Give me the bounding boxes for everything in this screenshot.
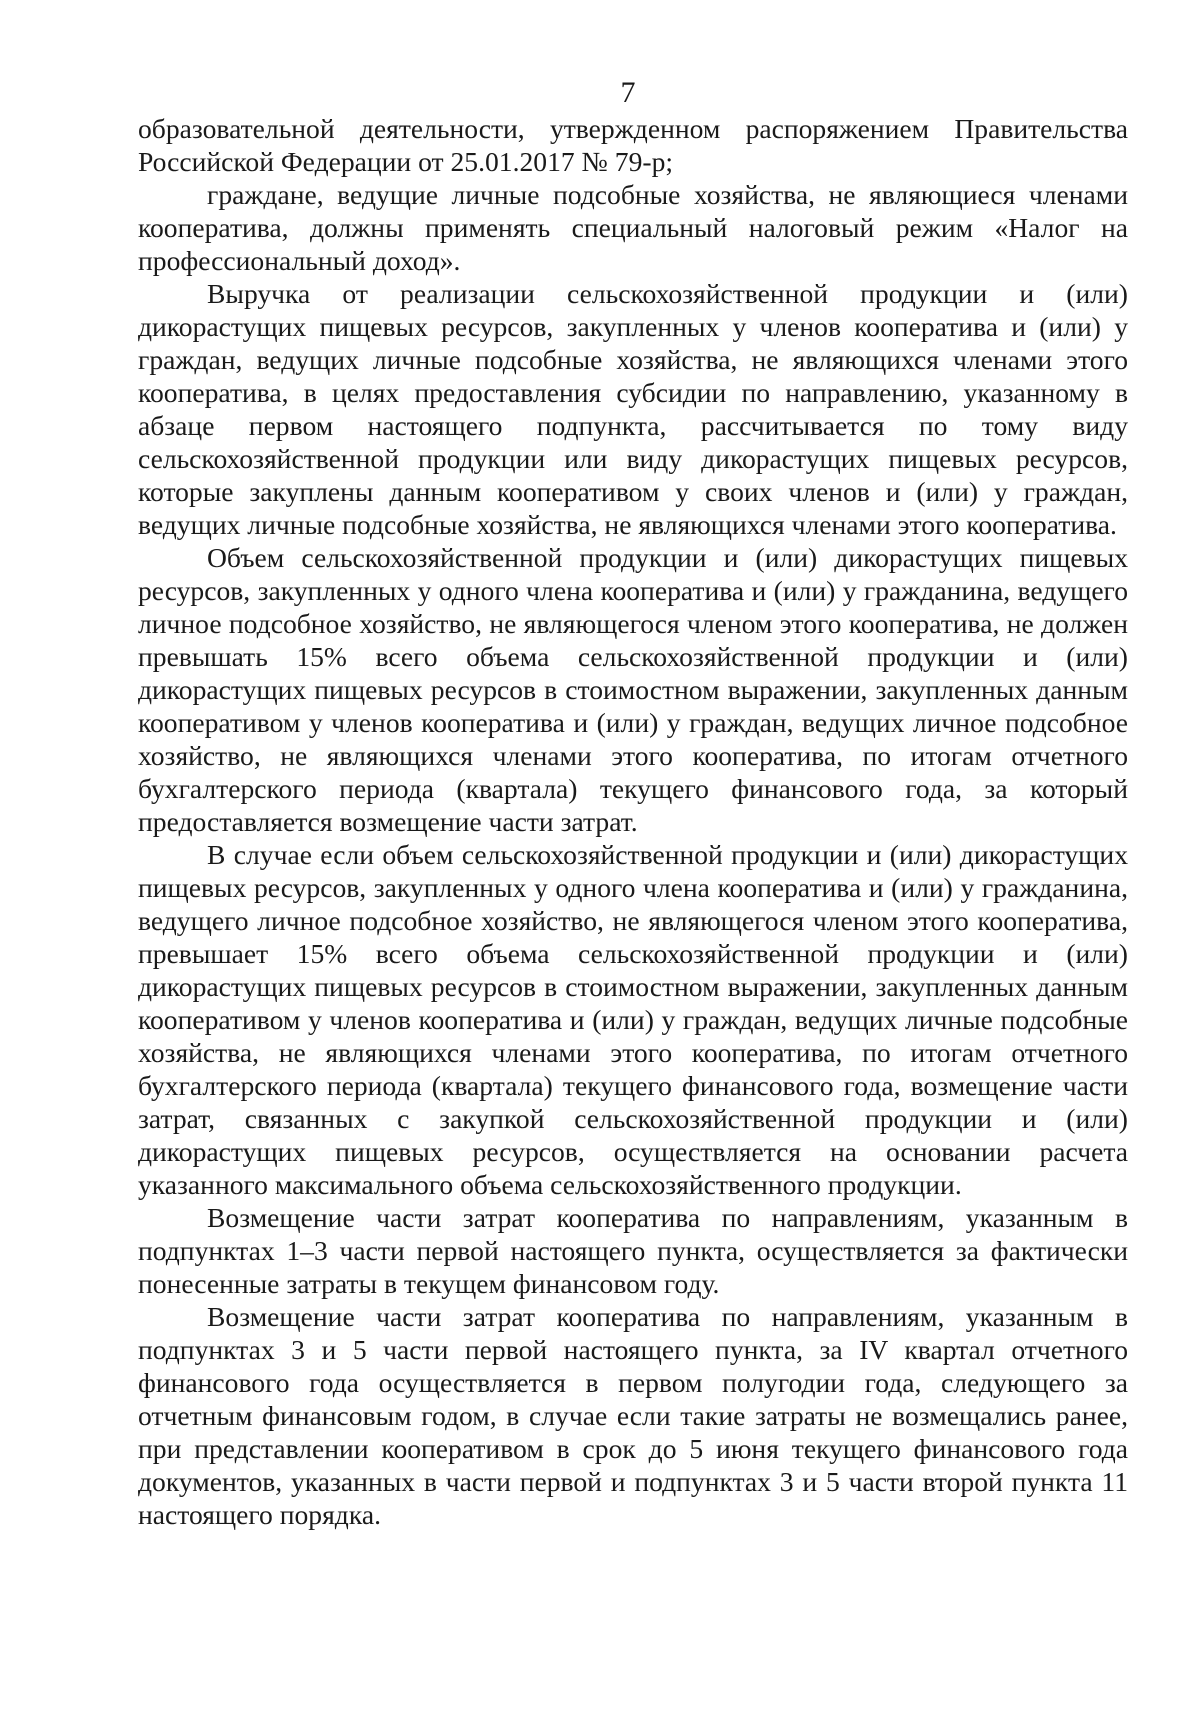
paragraph: образовательной деятельности, утвержденном распоряжением Правительства Российской Федерации от 25.01.2017 № 79-р; <box>138 113 1128 177</box>
paragraph: В случае если объем сельскохозяйственной продукции и (или) дикорастущих пищевых ресурсов, закупленных у одного члена кооператива и (или) у гражданина, ведущего личное подсобное хозяйство, не являющегося членом этого кооператива, превышает 15% всего объема сельскохозяйственной продукции и (или) дикорастущих пищевых ресурсов в стоимостном выражении, закупленных данным кооперативом у членов кооператива и (или) у граждан, ведущих личные подсобные хозяйства, не являющихся членами этого кооператива, по итогам отчетного бухгалтерского периода (квартала) текущего финансового года, возмещение части затрат, связанных с закупкой сельскохозяйственной продукции и (или) дикорастущих пищевых ресурсов, осуществляется на основании расчета указанного максимального объема сельскохозяйственного продукции. <box>138 839 1128 1200</box>
document-body <box>138 112 1128 1531</box>
paragraph: Возмещение части затрат кооператива по направлениям, указанным в подпунктах 1–3 части первой настоящего пункта, осуществляется за фактически понесенные затраты в текущем финансовом году. <box>138 1202 1128 1299</box>
paragraph: Объем сельскохозяйственной продукции и (или) дикорастущих пищевых ресурсов, закупленных у одного члена кооператива и (или) у гражданина, ведущего личное подсобное хозяйство, не являющегося членом этого кооператива, не должен превышать 15% всего объема сельскохозяйственной продукции и (или) дикорастущих пищевых ресурсов в стоимостном выражении, закупленных данным кооперативом у членов кооператива и (или) у граждан, ведущих личное подсобное хозяйство, не являющихся членами этого кооператива, по итогам отчетного бухгалтерского периода (квартала) текущего финансового года, за который предоставляется возмещение части затрат. <box>138 542 1128 837</box>
paragraph: Выручка от реализации сельскохозяйственной продукции и (или) дикорастущих пищевых ресурсов, закупленных у членов кооператива и (или) у граждан, ведущих личные подсобные хозяйства, не являющихся членами этого кооператива, в целях предоставления субсидии по направлению, указанному в абзаце первом настоящего подпункта, рассчитывается по тому виду сельскохозяйственной продукции или виду дикорастущих пищевых ресурсов, которые закуплены данным кооперативом у своих членов и (или) у граждан, ведущих личные подсобные хозяйства, не являющихся членами этого кооператива. <box>138 278 1128 540</box>
paragraph: Возмещение части затрат кооператива по направлениям, указанным в подпунктах 3 и 5 части первой настоящего пункта, за IV квартал отчетного финансового года осуществляется в первом полугодии года, следующего за отчетным финансовым годом, в случае если такие затраты не возмещались ранее, при представлении кооперативом в срок до 5 июня текущего финансового года документов, указанных в части первой и подпунктах 3 и 5 части второй пункта 11 настоящего порядка. <box>138 1301 1128 1530</box>
paragraph: граждане, ведущие личные подсобные хозяйства, не являющиеся членами кооператива, должны применять специальный налоговый режим «Налог на профессиональный доход». <box>138 179 1128 276</box>
page-number: 7 <box>620 76 636 109</box>
